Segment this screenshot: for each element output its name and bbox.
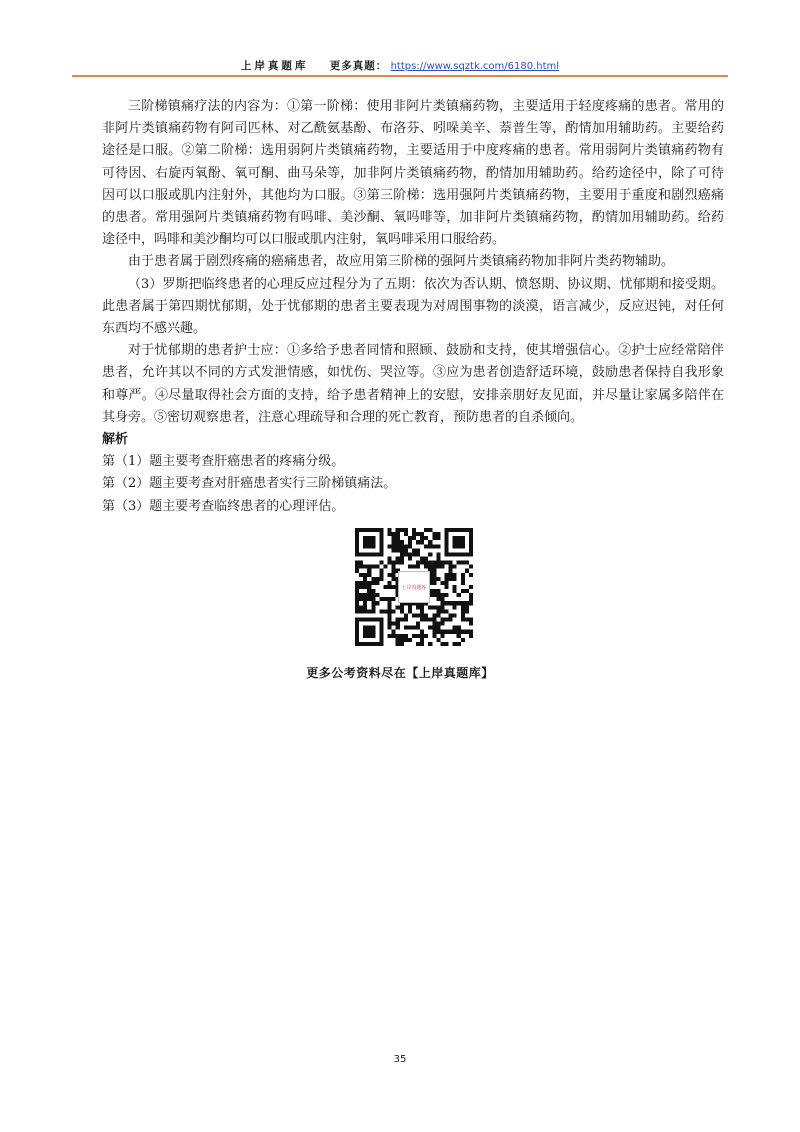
qr-code-icon[interactable]: [355, 528, 473, 646]
header-label: 更多真题：: [329, 60, 388, 72]
paragraph-patient-treatment: 由于患者属于剧烈疼痛的癌痛患者，故应用第三阶梯的强阿片类镇痛药物加非阿片类药物辅助。: [128, 254, 675, 270]
qr-logo: [398, 571, 430, 603]
paragraph-nursing-care: 对于忧郁期的患者护士应：①多给予患者同情和照顾、鼓励和支持，使其增强信心。②护士应经常陪伴患者，允许其以不同的方式发泄情感，如忧伤、哭泣等。③应为患者创造舒适环境，鼓励患者保持自我形象和尊严。④尽量取得社会方面的支持，给予患者精神上的安慰，安排亲朋好友见面，并尽量让家属多陪伴在其身旁。⑤密切观察患者，注意心理疏导和合理的死亡教育，预防患者的自杀倾向。: [102, 343, 724, 425]
main-content: [102, 96, 724, 518]
analysis-title: 解析: [102, 432, 129, 448]
promo-text: 更多公考资料尽在【上岸真题库】: [306, 666, 494, 680]
header-link[interactable]: https://www.sqztk.com/6180.html: [390, 61, 560, 72]
header-divider: [72, 75, 728, 77]
qr-logo-text: 上岸真题库: [401, 584, 427, 591]
page-header: [72, 58, 728, 76]
page-number: 35: [393, 1054, 407, 1065]
paragraph-psychological-stages: （3）罗斯把临终患者的心理反应过程分为了五期：依次为否认期、愤怒期、协议期、忧郁期和接受期。此患者属于第四期忧郁期，处于忧郁期的患者主要表现为对周围事物的淡漠，语言减少，反应迟钝，对任何东西均不感兴趣。: [102, 276, 724, 337]
analysis-item: 第（1）题主要考查肝癌患者的疼痛分级。: [102, 454, 345, 470]
paragraph-three-step-analgesia: 三阶梯镇痛疗法的内容为：①第一阶梯：使用非阿片类镇痛药物，主要适用于轻度疼痛的患者。常用的非阿片类镇痛药物有阿司匹林、对乙酰氨基酚、布洛芬、吲哚美辛、萘普生等，酌情加用辅助药。主要给药途径是口服。②第二阶梯：选用弱阿片类镇痛药物，主要适用于中度疼痛的患者。常用弱阿片类镇痛药物有可待因、右旋丙氧酚、氧可酮、曲马朵等，加非阿片类镇痛药物，酌情加用辅助药。给药途径中，除了可待因可以口服或肌内注射外，其他均为口服。③第三阶梯：选用强阿片类镇痛药物，主要用于重度和剧烈癌痛的患者。常用强阿片类镇痛药物有吗啡、美沙酮、氧吗啡等，加非阿片类镇痛药物，酌情加用辅助药。给药途径中，吗啡和美沙酮均可以口服或肌内注射，氧吗啡采用口服给药。: [102, 99, 724, 248]
header-brand: 上岸真题库: [240, 60, 309, 72]
analysis-item: 第（2）题主要考查对肝癌患者实行三阶梯镇痛法。: [102, 476, 397, 492]
analysis-item: 第（3）题主要考查临终患者的心理评估。: [102, 498, 345, 514]
